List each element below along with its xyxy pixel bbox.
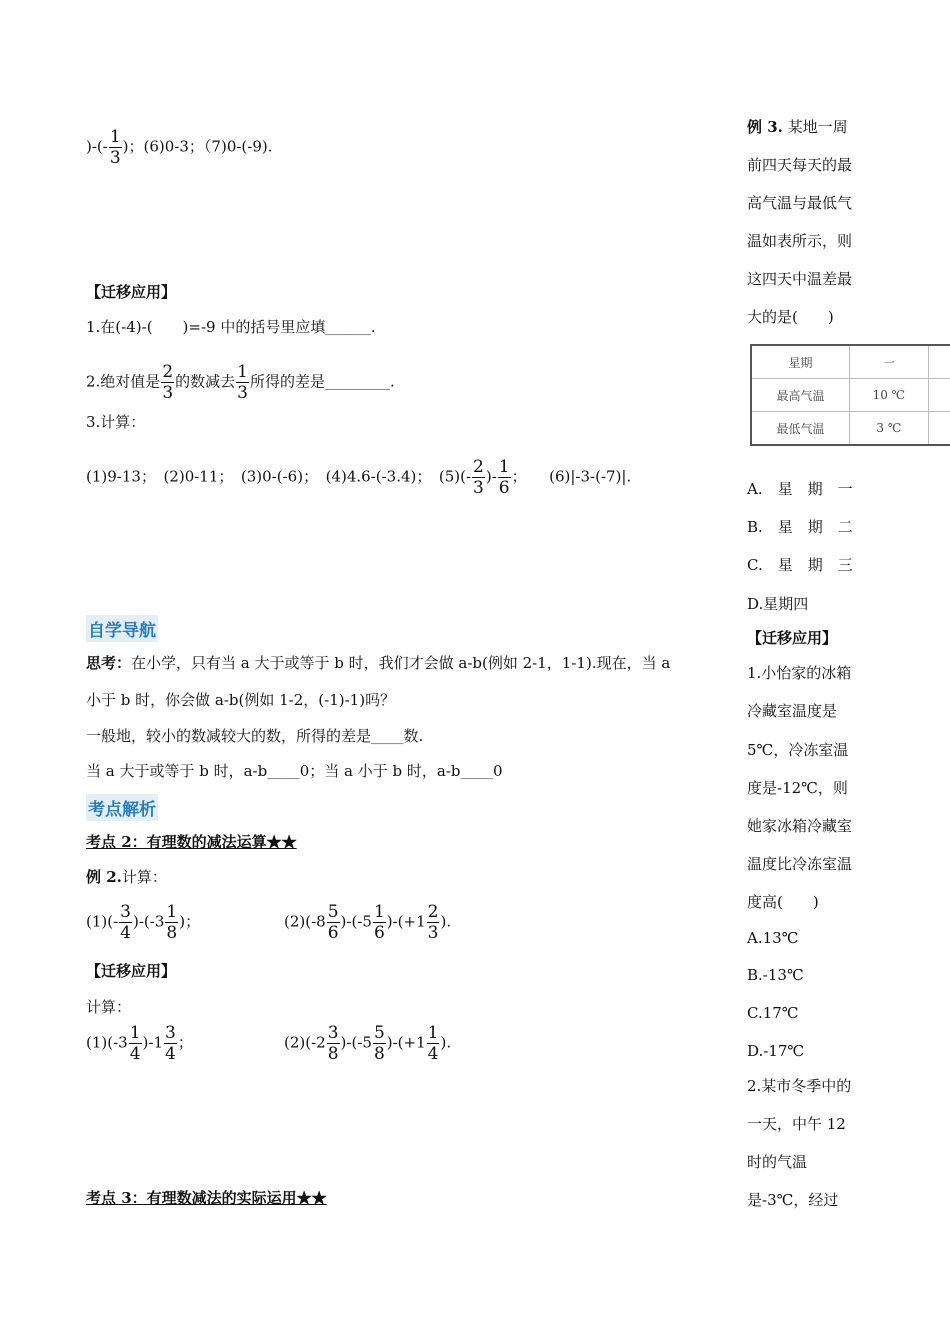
table-cell [928,345,950,379]
text-segment: 数. [403,727,424,745]
fraction [327,902,340,943]
denominator: 3 [427,923,439,943]
denominator: 4 [427,1044,439,1064]
table-row [751,412,950,446]
text-segment: ). [440,912,452,931]
question-3-items [86,457,631,498]
example-3-line [747,117,848,137]
fraction [236,362,249,403]
text-segment: 1.在(-4)-( )=-9 中的括号里应填 [86,318,326,336]
think-label: 思考： [86,654,132,672]
text-segment: )； [179,912,201,931]
numerator: 3 [165,1023,176,1043]
numerator: 3 [120,902,131,922]
table-cell: 一 [849,345,928,379]
example-3-line: 高气温与最低气 [747,194,853,212]
q1-line: 她家冰箱冷藏室 [747,817,853,835]
denominator: 6 [373,923,385,943]
text-segment: (2)(-2 [284,1033,326,1052]
q1-line: 冷藏室温度是 [747,702,838,720]
text-segment: )-(+1 [386,1033,426,1052]
example-3-line: 温如表所示，则 [747,232,853,250]
expression-line [86,127,273,168]
numerator: 2 [162,362,174,382]
table-cell: 星期 [751,345,849,379]
answer-blank: _____ [460,765,494,780]
numerator: 3 [327,1023,339,1043]
fraction [327,1023,340,1064]
denominator: 4 [129,1044,141,1064]
example-2 [86,867,167,887]
option-d: D.星期四 [747,595,809,613]
numerator: 1 [373,902,385,922]
numerator: 2 [473,457,484,477]
example-2-item-1 [86,902,200,943]
q1-option-c: C.17℃ [747,1004,799,1022]
q2-line: 是-3℃，经过 [747,1191,839,1209]
denominator: 4 [120,923,131,943]
denominator: 3 [237,383,248,403]
example-2-label: 例 2. [86,868,122,886]
text-segment: )- [485,467,497,486]
numerator: 1 [427,1023,439,1043]
think-text: 在小学，只有当 a 大于或等于 b 时，我们才会做 a-b(例如 2-1，1-1).现在，当 a [131,654,671,672]
fraction [427,1023,440,1064]
denominator: 3 [109,148,121,168]
transfer-heading: 【迁移应用】 [86,283,177,301]
section-heading-analysis: 考点解析 [86,794,158,821]
compare-line [86,761,503,783]
numerator: 1 [237,362,248,382]
think-line-1 [86,653,670,673]
denominator: 6 [327,923,339,943]
denominator: 8 [166,923,178,943]
answer-blank: _____ [371,730,404,745]
q1-line: 5℃，冷冻室温 [747,741,849,759]
text-segment: ). [440,1033,452,1052]
table-cell: 3 ℃ [849,412,928,446]
q2-line: 时的气温 [747,1153,808,1171]
option-a: A. 星 期 一 [747,480,853,498]
fraction [373,902,386,943]
q1-option-b: B.-13℃ [747,966,804,984]
text-segment: )；(6)0-3；（7)0-(-9). [122,137,273,156]
text-segment: 0；当 a 小于 b 时，a-b [299,762,461,780]
answer-blank: _______ [325,321,371,336]
text-segment: . [370,318,376,336]
table-row [751,379,950,412]
point-3-title: 考点 3：有理数减法的实际运用★★ [86,1189,327,1207]
q1-line: 度是-12℃，则 [747,779,848,797]
fraction [498,457,511,498]
numerator: 1 [166,902,178,922]
text-segment: )-(-5 [340,912,372,931]
general-rule-line [86,726,423,748]
q1-option-d: D.-17℃ [747,1042,805,1060]
text-segment: (1)9-13； (2)0-11； (3)0-(-6)； (4)4.6-(-3.4)； (5)(- [86,467,472,486]
question-1 [86,317,376,339]
transfer-heading-2: 【迁移应用】 [86,962,177,980]
option-b: B. 星 期 二 [747,518,853,536]
denominator: 8 [327,1044,339,1064]
denominator: 3 [473,478,484,498]
text-segment: ； [177,1033,193,1052]
fraction [427,902,440,943]
question-3: 3.计算： [86,413,146,431]
numerator: 1 [109,127,121,147]
text-segment: )-(-5 [340,1033,372,1052]
text-segment: 一般地，较小的数减较大的数，所得的差是 [86,727,372,745]
section-heading-self-study: 自学导航 [86,615,158,642]
numerator: 5 [327,902,339,922]
fraction [472,457,485,498]
fraction [161,362,174,403]
fraction [164,1023,177,1064]
q2-line: 2.某市冬季中的 [747,1077,852,1095]
text-segment: 2.绝对值是 [86,372,161,391]
denominator: 8 [373,1044,385,1064]
question-2 [86,362,395,403]
example-2-item-2 [284,902,451,943]
numerator: 1 [498,457,510,477]
q1-line: 1.小怡家的冰箱 [747,664,852,682]
q1-line: 度高( ) [747,893,819,911]
q1-option-a: A.13℃ [747,929,799,947]
option-c: C. 星 期 三 [747,556,853,574]
answer-blank: __________ [325,375,390,391]
text-segment: )-(+1 [386,912,426,931]
think-line-2: 小于 b 时，你会做 a-b(例如 1-2，(-1)-1)吗？ [86,691,396,709]
example-2-text: 计算： [121,868,167,886]
text-segment: 所得的差是 [249,372,325,391]
table-cell [928,412,950,446]
temperature-table [750,344,950,446]
example-3-line: 这四天中温差最 [747,270,853,288]
fraction [129,1023,142,1064]
fraction [373,1023,386,1064]
denominator: 6 [498,478,510,498]
example-3-text: 某地一周 [787,118,848,136]
example-3-label: 例 3. [747,118,783,136]
text-segment: (2)(-8 [284,912,326,931]
transfer-item-1 [86,1023,193,1064]
q2-line: 一天，中午 12 [747,1115,846,1133]
table-row [751,345,950,379]
transfer-item-2 [284,1023,451,1064]
numerator: 2 [427,902,439,922]
answer-blank: _____ [267,765,300,780]
q1-line: 温度比冷冻室温 [747,855,853,873]
calc-label: 计算： [86,998,132,1016]
fraction [109,127,122,168]
numerator: 1 [129,1023,141,1043]
example-3-line: 大的是( ) [747,308,834,326]
text-segment: 的数减去 [175,372,236,391]
text-segment: 当 a 大于或等于 b 时，a-b [86,762,268,780]
point-2-title: 考点 2：有理数的减法运算★★ [86,833,297,851]
text-segment: )-(-3 [133,912,165,931]
numerator: 5 [373,1023,385,1043]
text-segment: )-1 [142,1033,164,1052]
text-segment: ； (6)|-3-(-7)|. [511,467,632,486]
table-cell: 最高气温 [751,379,849,412]
fraction [119,902,132,943]
text-segment: (1)(-3 [86,1033,128,1052]
text-segment: (1)(- [86,912,119,931]
denominator: 3 [162,383,174,403]
fraction [165,902,178,943]
example-3-line: 前四天每天的最 [747,156,853,174]
transfer-heading-right: 【迁移应用】 [747,629,838,647]
table-cell: 最低气温 [751,412,849,446]
table-cell [928,379,950,412]
text-segment: 0 [493,762,503,780]
table-cell: 10 ℃ [849,379,928,412]
text-segment: . [390,372,395,391]
denominator: 4 [165,1044,176,1064]
text-segment: )-(- [86,137,108,156]
